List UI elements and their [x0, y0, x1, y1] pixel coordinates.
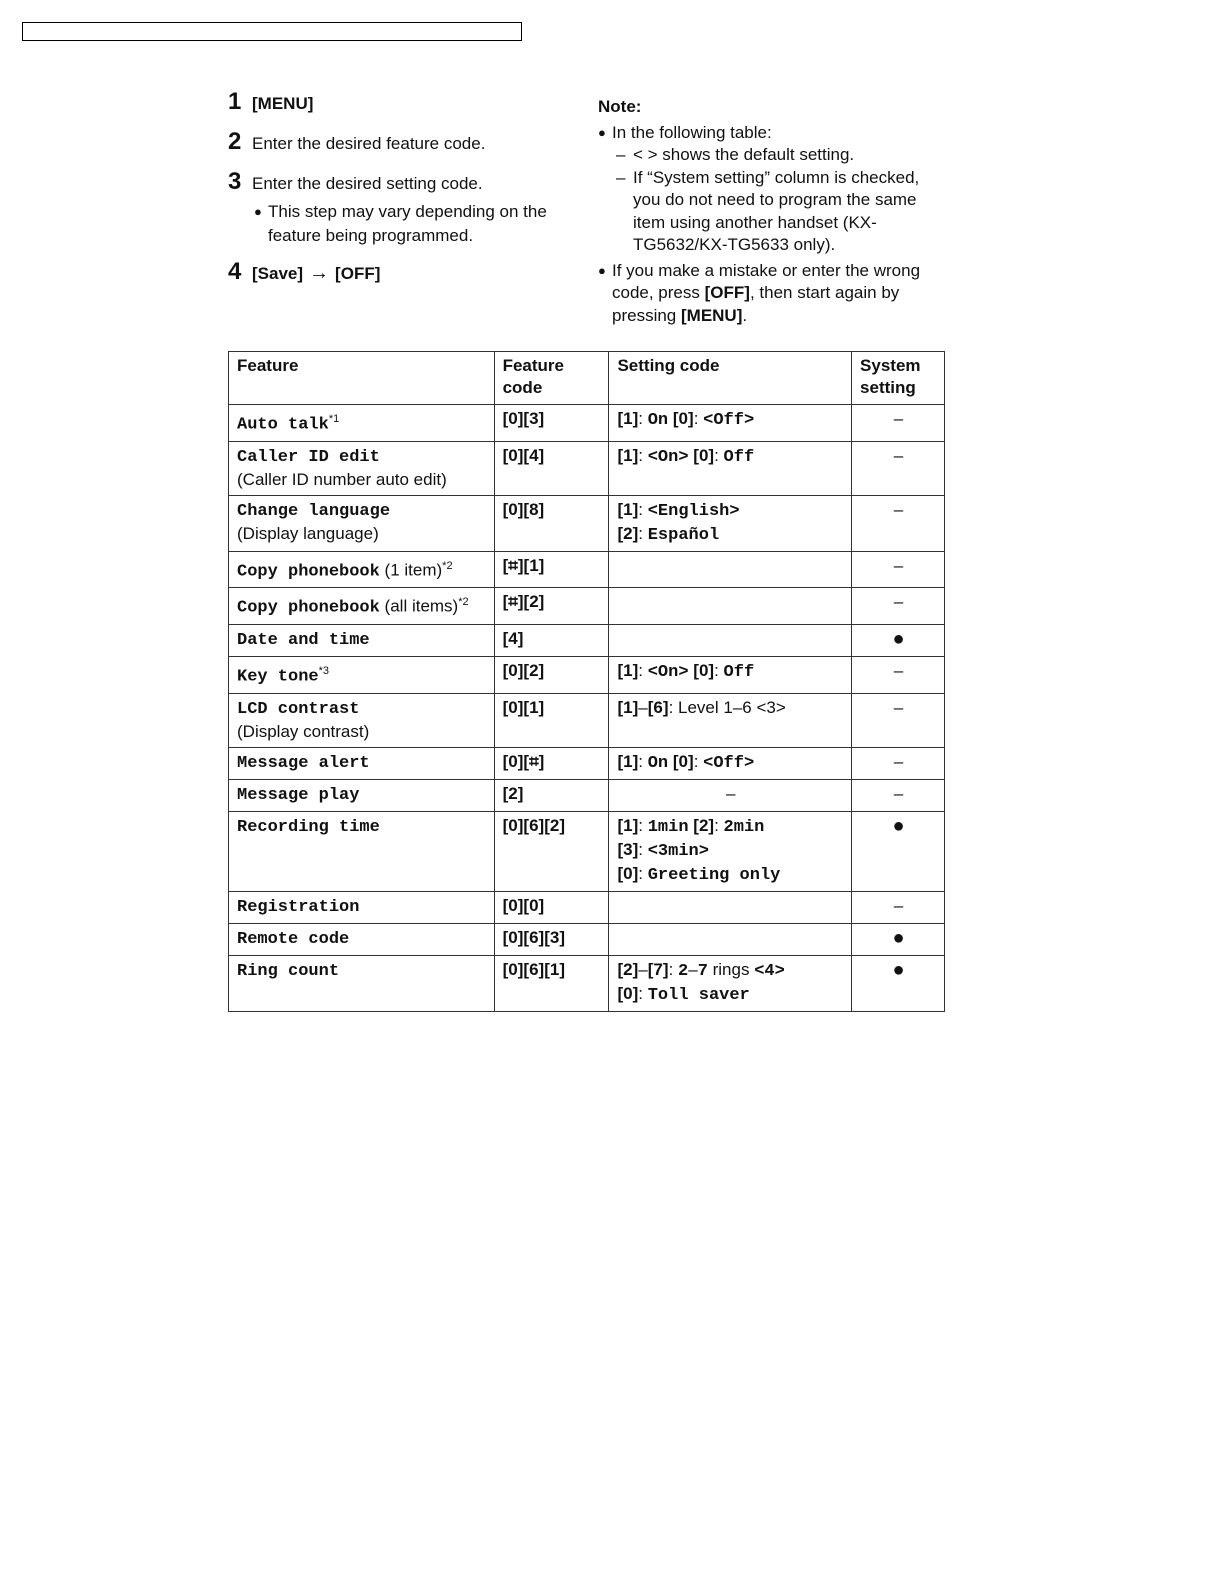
table-row: [229, 811, 945, 891]
feature-name: Copy phonebook: [237, 562, 380, 582]
step-3: [228, 168, 588, 248]
setting-text: :: [638, 983, 648, 1003]
code-key: [ 6 ]: [523, 928, 544, 947]
setting-line: [617, 499, 844, 523]
step-4: [228, 258, 588, 286]
step-3-bullet: [254, 200, 574, 248]
feature-code-cell: [494, 779, 609, 811]
feature-cell: [229, 811, 495, 891]
setting-text: :: [638, 523, 648, 543]
feature-description: (Display language): [237, 523, 379, 543]
code-key: [ 1 ]: [524, 556, 545, 575]
setting-line: [617, 751, 844, 775]
code-key: [ ⌗ ]: [523, 752, 544, 771]
feature-cell: [229, 779, 495, 811]
setting-key: [ 3 ]: [617, 840, 638, 859]
step-number: 3: [228, 168, 242, 195]
table-row: [229, 955, 945, 1011]
feature-name: Auto talk: [237, 415, 329, 435]
setting-key: [ 6 ]: [648, 698, 669, 717]
save-key: [ Save ]: [252, 264, 303, 284]
note-section: [598, 96, 948, 327]
note-text-part: If you make a mistake or enter the wrong code, press: [612, 260, 921, 302]
setting-key: [ 7 ]: [648, 960, 669, 979]
feature-code-cell: [494, 624, 609, 656]
setting-text: :: [638, 751, 648, 771]
feature-cell: [229, 891, 495, 923]
setting-text: :: [668, 959, 679, 979]
system-setting-check: ●: [892, 958, 905, 981]
system-setting-cell: [852, 551, 945, 588]
note-bullet-2: [598, 260, 948, 328]
step-1: [228, 88, 588, 116]
setting-key: [ 1 ]: [617, 698, 638, 717]
system-setting-check: ●: [892, 814, 905, 837]
off-key: [ OFF ]: [705, 283, 750, 302]
bullet-icon: ●: [254, 204, 262, 219]
step-number: 4: [228, 258, 242, 285]
setting-code-cell: [609, 656, 852, 693]
system-setting-none: –: [893, 783, 904, 803]
setting-value: <English>: [647, 501, 740, 521]
code-key: [ 0 ]: [503, 698, 524, 717]
step-number: 1: [228, 88, 242, 115]
bullet-icon: ●: [598, 262, 606, 278]
table-row: [229, 405, 945, 442]
setting-value: 2: [678, 961, 689, 981]
setting-text: –: [688, 959, 698, 979]
feature-code-cell: [494, 405, 609, 442]
feature-name: Date and time: [237, 630, 370, 650]
system-setting-cell: [852, 588, 945, 625]
setting-value: <4>: [754, 961, 785, 981]
feature-code-cell: [494, 495, 609, 551]
setting-key: [ 0 ]: [673, 752, 694, 771]
code-key: [ 0 ]: [503, 896, 524, 915]
setting-text: : Level 1–6 <3>: [668, 697, 786, 717]
setting-key: [ 1 ]: [617, 500, 638, 519]
system-setting-cell: [852, 693, 945, 747]
setting-value: <Off>: [703, 753, 755, 773]
setting-line: [617, 523, 844, 547]
note-title: Note:: [598, 97, 642, 116]
system-setting-cell: [852, 495, 945, 551]
feature-name: Recording time: [237, 817, 380, 837]
off-key: [ OFF ]: [335, 264, 380, 284]
code-key: [ 4 ]: [503, 629, 524, 648]
code-key: [ 4 ]: [523, 446, 544, 465]
table-row: [229, 779, 945, 811]
note-dash-1: [616, 144, 948, 167]
setting-text: :: [638, 839, 648, 859]
code-key: [ 3 ]: [544, 928, 565, 947]
setting-code-cell: [609, 923, 852, 955]
setting-key: [ 2 ]: [617, 524, 638, 543]
system-setting-check: ●: [892, 926, 905, 949]
note-text: [612, 260, 948, 328]
code-key: [ 0 ]: [503, 500, 524, 519]
code-key: [ 2 ]: [524, 592, 545, 611]
step-2: [228, 128, 588, 156]
code-key: [ 0 ]: [503, 928, 524, 947]
step-number: 2: [228, 128, 242, 155]
feature-extra: (all items): [379, 596, 459, 616]
feature-table: [228, 351, 945, 1012]
feature-name: Caller ID edit: [237, 447, 380, 467]
steps-list: [228, 88, 588, 298]
setting-text: :: [714, 815, 724, 835]
setting-key: [ 0 ]: [693, 446, 714, 465]
feature-code-cell: [494, 891, 609, 923]
system-setting-check: ●: [892, 627, 905, 650]
setting-key: [ 0 ]: [617, 984, 638, 1003]
setting-value: Español: [647, 525, 720, 545]
menu-key: [ MENU ]: [681, 306, 742, 325]
system-setting-cell: [852, 779, 945, 811]
code-key: [ 0 ]: [523, 896, 544, 915]
setting-empty: –: [726, 783, 736, 803]
code-key: [ 0 ]: [503, 816, 524, 835]
feature-code-cell: [494, 923, 609, 955]
code-key: [ 0 ]: [503, 661, 524, 680]
setting-text: :: [638, 445, 648, 465]
feature-cell: [229, 747, 495, 779]
bullet-text: This step may vary depending on the feature being programmed.: [268, 202, 547, 245]
note-bullet-1: [598, 122, 948, 145]
code-key: [ ⌗ ]: [503, 592, 524, 611]
dash-icon: –: [616, 167, 626, 187]
system-setting-cell: [852, 747, 945, 779]
system-setting-none: –: [893, 555, 904, 575]
setting-code-cell: [609, 693, 852, 747]
feature-code-cell: [494, 747, 609, 779]
feature-cell: [229, 955, 495, 1011]
system-setting-none: –: [893, 499, 904, 519]
system-setting-none: –: [893, 592, 904, 612]
setting-value: <On>: [647, 447, 689, 467]
table-row: [229, 588, 945, 625]
system-setting-cell: [852, 891, 945, 923]
system-setting-none: –: [893, 751, 904, 771]
note-dash-2: [616, 167, 948, 257]
setting-key: [ 1 ]: [617, 661, 638, 680]
setting-line: [617, 445, 844, 469]
setting-text: :: [714, 445, 724, 465]
feature-code-cell: [494, 693, 609, 747]
setting-key: [ 1 ]: [617, 409, 638, 428]
step-text: Enter the desired setting code.: [252, 174, 483, 193]
setting-value: On: [647, 753, 669, 773]
feature-code-cell: [494, 551, 609, 588]
table-row: [229, 891, 945, 923]
setting-code-cell: [609, 495, 852, 551]
setting-text: :: [638, 499, 648, 519]
setting-text: :: [638, 815, 648, 835]
note-text: < > shows the default setting.: [633, 145, 855, 164]
setting-code-cell: [609, 779, 852, 811]
feature-extra: (1 item): [379, 560, 443, 580]
code-key: [ ⌗ ]: [503, 556, 524, 575]
setting-code-cell: [609, 405, 852, 442]
code-key: [ 3 ]: [523, 409, 544, 428]
setting-key: [ 0 ]: [673, 409, 694, 428]
code-key: [ 0 ]: [503, 960, 524, 979]
system-setting-cell: [852, 923, 945, 955]
header-feature-code: Feature code: [494, 352, 609, 405]
setting-code-cell: [609, 811, 852, 891]
footnote-ref: *2: [442, 559, 453, 572]
setting-value: Toll saver: [647, 985, 750, 1005]
setting-code-cell: [609, 891, 852, 923]
system-setting-cell: [852, 955, 945, 1011]
setting-code-cell: [609, 551, 852, 588]
header-box: [22, 22, 522, 41]
setting-line: [617, 697, 844, 719]
setting-value: <Off>: [703, 411, 755, 430]
setting-value: Off: [723, 662, 755, 682]
code-key: [ 2 ]: [523, 661, 544, 680]
header-feature: Feature: [229, 352, 495, 405]
feature-code-cell: [494, 441, 609, 495]
table-row: [229, 551, 945, 588]
feature-code-cell: [494, 955, 609, 1011]
feature-name: Key tone: [237, 667, 319, 687]
code-key: [ 1 ]: [544, 960, 565, 979]
table-row: [229, 624, 945, 656]
setting-text: rings: [707, 959, 755, 979]
feature-cell: [229, 656, 495, 693]
setting-value: On: [647, 411, 669, 430]
system-setting-none: –: [893, 697, 904, 717]
code-key: [ 2 ]: [544, 816, 565, 835]
feature-name: Change language: [237, 501, 391, 521]
bullet-icon: ●: [598, 124, 606, 140]
setting-key: [ 1 ]: [617, 816, 638, 835]
step-text: Enter the desired feature code.: [252, 134, 486, 153]
code-key: [ 0 ]: [503, 752, 524, 771]
code-key: [ 8 ]: [523, 500, 544, 519]
feature-code-cell: [494, 588, 609, 625]
setting-line: [617, 839, 844, 863]
feature-cell: [229, 495, 495, 551]
code-key: [ 0 ]: [503, 409, 524, 428]
footnote-ref: *3: [318, 664, 330, 677]
setting-value: Off: [723, 447, 755, 467]
setting-value: 1min: [647, 817, 689, 837]
dash-icon: –: [616, 145, 626, 164]
feature-name: Remote code: [237, 929, 350, 949]
setting-line: [617, 815, 844, 839]
feature-cell: [229, 624, 495, 656]
feature-cell: [229, 923, 495, 955]
code-key: [ 0 ]: [503, 446, 524, 465]
code-key: [ 6 ]: [523, 816, 544, 835]
system-setting-cell: [852, 624, 945, 656]
setting-text: :: [693, 409, 704, 428]
feature-name: Message play: [237, 785, 360, 805]
setting-value: <3min>: [647, 841, 709, 861]
table-header-row: [229, 352, 945, 405]
setting-text: :: [638, 863, 648, 883]
setting-key: [ 0 ]: [617, 864, 638, 883]
system-setting-cell: [852, 811, 945, 891]
table-row: [229, 747, 945, 779]
feature-cell: [229, 405, 495, 442]
setting-key: [ 1 ]: [617, 752, 638, 771]
setting-code-cell: [609, 747, 852, 779]
feature-code-cell: [494, 656, 609, 693]
menu-key: [ MENU ]: [252, 94, 313, 114]
table-row: [229, 495, 945, 551]
setting-code-cell: [609, 588, 852, 625]
table-row: [229, 923, 945, 955]
system-setting-none: –: [893, 660, 904, 680]
feature-cell: [229, 693, 495, 747]
setting-code-cell: [609, 441, 852, 495]
feature-cell: [229, 551, 495, 588]
setting-value: 2min: [723, 817, 765, 837]
feature-name: Registration: [237, 897, 360, 917]
setting-code-cell: [609, 955, 852, 1011]
setting-value: <On>: [647, 662, 689, 682]
setting-line: [617, 983, 844, 1007]
setting-line: [617, 660, 844, 684]
system-setting-cell: [852, 656, 945, 693]
header-setting-code: Setting code: [609, 352, 852, 405]
feature-cell: [229, 588, 495, 625]
setting-line: [617, 959, 844, 983]
feature-description: (Caller ID number auto edit): [237, 469, 447, 489]
system-setting-none: –: [893, 409, 904, 428]
note-text: If “System setting” column is checked, you do not need to program the same item using another handset (KX-TG5632/KX-TG5633 only).: [633, 167, 920, 254]
table-row: [229, 656, 945, 693]
code-key: [ 6 ]: [523, 960, 544, 979]
setting-code-cell: [609, 624, 852, 656]
setting-text: –: [638, 959, 648, 979]
feature-name: Copy phonebook: [237, 598, 380, 618]
note-text-part: , then start again by pressing: [612, 283, 900, 325]
setting-key: [ 1 ]: [617, 446, 638, 465]
code-key: [ 1 ]: [523, 698, 544, 717]
setting-line: [617, 408, 844, 432]
setting-value: 7: [697, 961, 708, 981]
feature-description: (Display contrast): [237, 721, 370, 741]
note-text: In the following table:: [612, 122, 772, 142]
system-setting-none: –: [893, 445, 904, 465]
setting-key: [ 2 ]: [693, 816, 714, 835]
feature-code-cell: [494, 811, 609, 891]
feature-name: Message alert: [237, 753, 370, 773]
setting-key: [ 0 ]: [693, 661, 714, 680]
feature-name: LCD contrast: [237, 699, 360, 719]
system-setting-cell: [852, 441, 945, 495]
setting-text: :: [638, 409, 648, 428]
setting-key: [ 2 ]: [617, 960, 638, 979]
setting-line: [617, 863, 844, 887]
setting-text: –: [638, 697, 648, 717]
setting-text: :: [638, 660, 648, 680]
code-key: [ 2 ]: [503, 784, 524, 803]
feature-name: Ring count: [237, 961, 340, 981]
system-setting-none: –: [893, 895, 904, 915]
setting-text: :: [693, 751, 704, 771]
note-text-part: .: [742, 305, 748, 325]
table-row: [229, 441, 945, 495]
arrow-right-icon: →: [309, 262, 330, 284]
system-setting-cell: [852, 405, 945, 442]
header-system-setting: System setting: [852, 352, 945, 405]
setting-value: Greeting only: [647, 865, 781, 885]
footnote-ref: *1: [328, 413, 340, 425]
table-row: [229, 693, 945, 747]
setting-text: :: [714, 660, 724, 680]
feature-cell: [229, 441, 495, 495]
footnote-ref: *2: [458, 596, 469, 609]
